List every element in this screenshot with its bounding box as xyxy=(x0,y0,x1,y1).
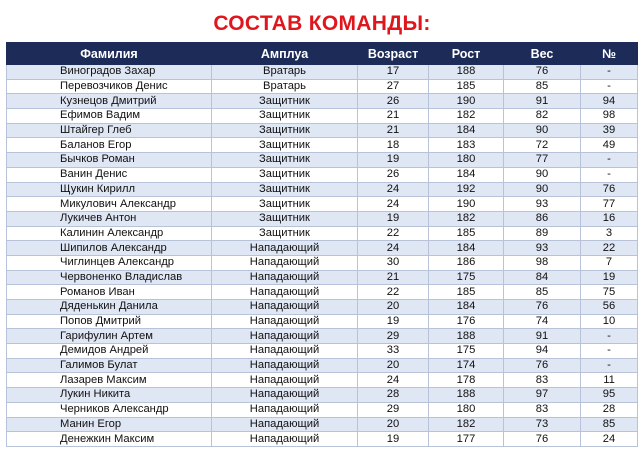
player-role-cell: Защитник xyxy=(212,197,358,212)
player-weight-cell: 90 xyxy=(504,123,581,138)
player-name-cell: Манин Егор xyxy=(7,417,212,432)
player-role-cell: Нападающий xyxy=(212,285,358,300)
player-age-cell: 19 xyxy=(358,432,429,447)
player-weight-cell: 90 xyxy=(504,182,581,197)
player-name-cell: Лукичев Антон xyxy=(7,211,212,226)
player-age-cell: 26 xyxy=(358,167,429,182)
player-name-cell: Романов Иван xyxy=(7,285,212,300)
player-weight-cell: 77 xyxy=(504,153,581,168)
table-row xyxy=(7,138,638,153)
player-number-cell: - xyxy=(581,167,638,182)
player-role-cell: Нападающий xyxy=(212,388,358,403)
table-row xyxy=(7,329,638,344)
player-age-cell: 20 xyxy=(358,417,429,432)
table-row xyxy=(7,270,638,285)
player-age-cell: 20 xyxy=(358,300,429,315)
player-role-cell: Защитник xyxy=(212,153,358,168)
player-number-cell: 39 xyxy=(581,123,638,138)
player-weight-cell: 98 xyxy=(504,255,581,270)
table-row xyxy=(7,241,638,256)
page-title: СОСТАВ КОМАНДЫ: xyxy=(213,12,431,35)
player-age-cell: 21 xyxy=(358,109,429,124)
player-number-cell: 10 xyxy=(581,314,638,329)
player-height-cell: 182 xyxy=(429,211,504,226)
player-number-cell: 56 xyxy=(581,300,638,315)
table-row xyxy=(7,94,638,109)
player-height-cell: 175 xyxy=(429,344,504,359)
player-height-cell: 184 xyxy=(429,241,504,256)
player-role-cell: Нападающий xyxy=(212,344,358,359)
table-row xyxy=(7,255,638,270)
player-age-cell: 22 xyxy=(358,226,429,241)
player-role-cell: Защитник xyxy=(212,138,358,153)
player-age-cell: 21 xyxy=(358,270,429,285)
player-name-cell: Бычков Роман xyxy=(7,153,212,168)
player-role-cell: Нападающий xyxy=(212,373,358,388)
player-age-cell: 24 xyxy=(358,182,429,197)
player-age-cell: 26 xyxy=(358,94,429,109)
player-age-cell: 27 xyxy=(358,79,429,94)
table-row xyxy=(7,79,638,94)
column-header-name: Фамилия xyxy=(7,43,212,65)
player-number-cell: 11 xyxy=(581,373,638,388)
player-role-cell: Нападающий xyxy=(212,241,358,256)
player-number-cell: 49 xyxy=(581,138,638,153)
player-name-cell: Ефимов Вадим xyxy=(7,109,212,124)
player-number-cell: - xyxy=(581,329,638,344)
player-name-cell: Кузнецов Дмитрий xyxy=(7,94,212,109)
table-row xyxy=(7,402,638,417)
player-height-cell: 188 xyxy=(429,388,504,403)
table-row xyxy=(7,344,638,359)
player-name-cell: Гарифулин Артем xyxy=(7,329,212,344)
table-row xyxy=(7,211,638,226)
player-role-cell: Защитник xyxy=(212,109,358,124)
player-weight-cell: 86 xyxy=(504,211,581,226)
player-height-cell: 190 xyxy=(429,197,504,212)
player-height-cell: 185 xyxy=(429,79,504,94)
player-weight-cell: 83 xyxy=(504,402,581,417)
player-height-cell: 176 xyxy=(429,314,504,329)
player-number-cell: - xyxy=(581,344,638,359)
player-height-cell: 177 xyxy=(429,432,504,447)
player-weight-cell: 93 xyxy=(504,197,581,212)
player-age-cell: 29 xyxy=(358,329,429,344)
player-height-cell: 180 xyxy=(429,153,504,168)
player-number-cell: 95 xyxy=(581,388,638,403)
player-height-cell: 186 xyxy=(429,255,504,270)
player-height-cell: 183 xyxy=(429,138,504,153)
player-name-cell: Ванин Денис xyxy=(7,167,212,182)
player-weight-cell: 90 xyxy=(504,167,581,182)
player-role-cell: Нападающий xyxy=(212,417,358,432)
player-role-cell: Нападающий xyxy=(212,255,358,270)
player-name-cell: Денежкин Максим xyxy=(7,432,212,447)
player-role-cell: Нападающий xyxy=(212,358,358,373)
column-header-age: Возраст xyxy=(358,43,429,65)
player-height-cell: 184 xyxy=(429,300,504,315)
player-number-cell: 98 xyxy=(581,109,638,124)
player-role-cell: Защитник xyxy=(212,94,358,109)
player-height-cell: 185 xyxy=(429,285,504,300)
player-height-cell: 192 xyxy=(429,182,504,197)
table-row xyxy=(7,123,638,138)
player-name-cell: Попов Дмитрий xyxy=(7,314,212,329)
table-row xyxy=(7,197,638,212)
player-name-cell: Микулович Александр xyxy=(7,197,212,212)
player-height-cell: 180 xyxy=(429,402,504,417)
player-number-cell: 24 xyxy=(581,432,638,447)
player-age-cell: 17 xyxy=(358,65,429,80)
player-weight-cell: 85 xyxy=(504,79,581,94)
player-number-cell: 76 xyxy=(581,182,638,197)
player-name-cell: Черников Александр xyxy=(7,402,212,417)
player-number-cell: 77 xyxy=(581,197,638,212)
table-row xyxy=(7,300,638,315)
player-role-cell: Нападающий xyxy=(212,402,358,417)
player-age-cell: 24 xyxy=(358,241,429,256)
player-age-cell: 29 xyxy=(358,402,429,417)
player-name-cell: Калинин Александр xyxy=(7,226,212,241)
table-row xyxy=(7,182,638,197)
player-name-cell: Шипилов Александр xyxy=(7,241,212,256)
player-number-cell: 22 xyxy=(581,241,638,256)
player-role-cell: Защитник xyxy=(212,226,358,241)
player-height-cell: 175 xyxy=(429,270,504,285)
player-name-cell: Виноградов Захар xyxy=(7,65,212,80)
player-weight-cell: 85 xyxy=(504,285,581,300)
player-role-cell: Нападающий xyxy=(212,300,358,315)
table-row xyxy=(7,65,638,80)
player-name-cell: Баланов Егор xyxy=(7,138,212,153)
table-row xyxy=(7,373,638,388)
table-row xyxy=(7,109,638,124)
player-number-cell: - xyxy=(581,153,638,168)
player-weight-cell: 82 xyxy=(504,109,581,124)
player-height-cell: 182 xyxy=(429,109,504,124)
player-name-cell: Штайгер Глеб xyxy=(7,123,212,138)
player-age-cell: 22 xyxy=(358,285,429,300)
player-age-cell: 19 xyxy=(358,211,429,226)
player-name-cell: Червоненко Владислав xyxy=(7,270,212,285)
player-height-cell: 190 xyxy=(429,94,504,109)
player-height-cell: 182 xyxy=(429,417,504,432)
column-header-height: Рост xyxy=(429,43,504,65)
player-role-cell: Защитник xyxy=(212,211,358,226)
player-weight-cell: 76 xyxy=(504,432,581,447)
player-name-cell: Лазарев Максим xyxy=(7,373,212,388)
roster-table xyxy=(6,42,638,447)
player-number-cell: 28 xyxy=(581,402,638,417)
player-weight-cell: 76 xyxy=(504,300,581,315)
player-height-cell: 174 xyxy=(429,358,504,373)
table-row xyxy=(7,226,638,241)
player-age-cell: 33 xyxy=(358,344,429,359)
player-role-cell: Вратарь xyxy=(212,79,358,94)
player-name-cell: Галимов Булат xyxy=(7,358,212,373)
player-age-cell: 24 xyxy=(358,197,429,212)
player-number-cell: 94 xyxy=(581,94,638,109)
player-name-cell: Чиглинцев Александр xyxy=(7,255,212,270)
player-weight-cell: 83 xyxy=(504,373,581,388)
column-header-role: Амплуа xyxy=(212,43,358,65)
player-name-cell: Дяденькин Данила xyxy=(7,300,212,315)
table-row xyxy=(7,417,638,432)
player-name-cell: Перевозчиков Денис xyxy=(7,79,212,94)
player-number-cell: 85 xyxy=(581,417,638,432)
player-weight-cell: 72 xyxy=(504,138,581,153)
player-height-cell: 188 xyxy=(429,329,504,344)
player-age-cell: 21 xyxy=(358,123,429,138)
table-row xyxy=(7,167,638,182)
player-number-cell: 7 xyxy=(581,255,638,270)
table-row xyxy=(7,153,638,168)
player-weight-cell: 97 xyxy=(504,388,581,403)
player-role-cell: Нападающий xyxy=(212,270,358,285)
player-role-cell: Защитник xyxy=(212,167,358,182)
player-name-cell: Лукин Никита xyxy=(7,388,212,403)
player-weight-cell: 94 xyxy=(504,344,581,359)
player-weight-cell: 76 xyxy=(504,65,581,80)
player-weight-cell: 91 xyxy=(504,329,581,344)
player-number-cell: 3 xyxy=(581,226,638,241)
player-height-cell: 185 xyxy=(429,226,504,241)
table-row xyxy=(7,314,638,329)
player-number-cell: 75 xyxy=(581,285,638,300)
player-age-cell: 28 xyxy=(358,388,429,403)
player-number-cell: - xyxy=(581,358,638,373)
player-name-cell: Щукин Кирилл xyxy=(7,182,212,197)
player-number-cell: 16 xyxy=(581,211,638,226)
player-role-cell: Нападающий xyxy=(212,432,358,447)
player-weight-cell: 84 xyxy=(504,270,581,285)
table-row xyxy=(7,432,638,447)
player-age-cell: 18 xyxy=(358,138,429,153)
player-height-cell: 188 xyxy=(429,65,504,80)
roster-body xyxy=(7,65,638,447)
table-row xyxy=(7,285,638,300)
column-header-weight: Вес xyxy=(504,43,581,65)
table-row xyxy=(7,358,638,373)
player-weight-cell: 89 xyxy=(504,226,581,241)
player-role-cell: Вратарь xyxy=(212,65,358,80)
player-age-cell: 24 xyxy=(358,373,429,388)
player-height-cell: 178 xyxy=(429,373,504,388)
player-age-cell: 19 xyxy=(358,153,429,168)
player-age-cell: 19 xyxy=(358,314,429,329)
player-height-cell: 184 xyxy=(429,123,504,138)
player-role-cell: Нападающий xyxy=(212,314,358,329)
player-weight-cell: 91 xyxy=(504,94,581,109)
player-number-cell: - xyxy=(581,79,638,94)
player-weight-cell: 73 xyxy=(504,417,581,432)
player-role-cell: Защитник xyxy=(212,123,358,138)
player-weight-cell: 76 xyxy=(504,358,581,373)
player-number-cell: 19 xyxy=(581,270,638,285)
player-weight-cell: 93 xyxy=(504,241,581,256)
player-weight-cell: 74 xyxy=(504,314,581,329)
player-number-cell: - xyxy=(581,65,638,80)
column-header-number: № xyxy=(581,43,638,65)
player-role-cell: Нападающий xyxy=(212,329,358,344)
player-age-cell: 20 xyxy=(358,358,429,373)
player-height-cell: 184 xyxy=(429,167,504,182)
player-age-cell: 30 xyxy=(358,255,429,270)
player-role-cell: Защитник xyxy=(212,182,358,197)
player-name-cell: Демидов Андрей xyxy=(7,344,212,359)
table-row xyxy=(7,388,638,403)
table-header-row xyxy=(7,43,638,65)
